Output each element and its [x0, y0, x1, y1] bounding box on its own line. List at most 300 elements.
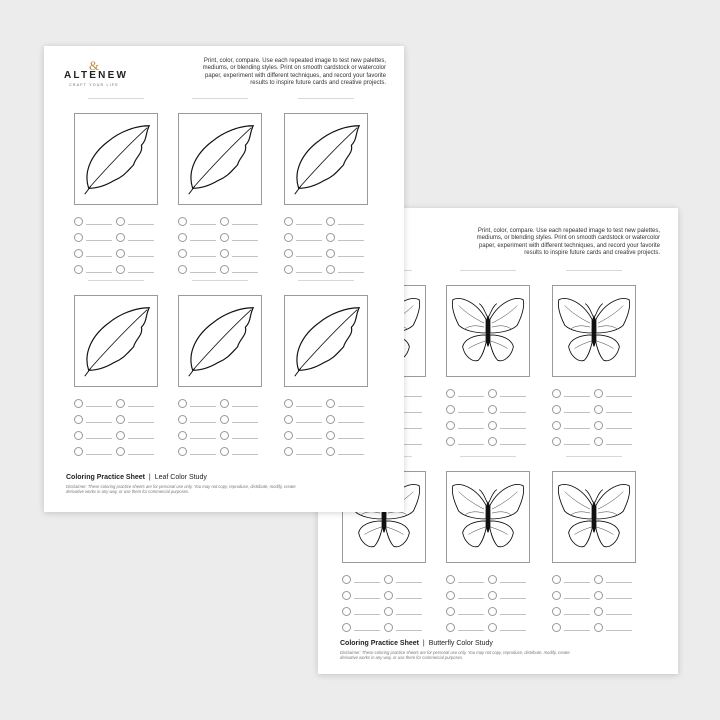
- sheet-title-sub: Leaf Color Study: [154, 474, 207, 481]
- svg-text:&: &: [88, 58, 100, 72]
- color-swatch: [326, 229, 368, 245]
- swatch-circle: [74, 431, 83, 440]
- butterfly-icon: [553, 286, 635, 376]
- color-swatch: [326, 427, 368, 443]
- swatch-line: [606, 396, 632, 397]
- swatch-line: [564, 630, 590, 631]
- swatch-row: [178, 395, 262, 411]
- color-swatch: [178, 395, 220, 411]
- swatch-line: [500, 428, 526, 429]
- swatch-circle: [446, 405, 455, 414]
- color-swatch: [384, 619, 426, 635]
- color-swatch: [488, 619, 530, 635]
- swatch-circle: [342, 591, 351, 600]
- swatch-circle: [178, 415, 187, 424]
- swatch-row: [446, 619, 530, 635]
- color-swatch: [326, 395, 368, 411]
- swatch-row: [284, 213, 368, 229]
- swatch-circle: [594, 421, 603, 430]
- swatch-circle: [178, 399, 187, 408]
- swatch-row: [342, 571, 426, 587]
- swatch-circle: [446, 623, 455, 632]
- color-swatch: [220, 395, 262, 411]
- color-swatch: [488, 417, 530, 433]
- instructions-text: Print, color, compare. Use each repeated image to test new palettes, mediums, or blending styles. Print on smooth cardstock or watercolor paper, experiment with different techniques, and record your favorite results to inspire future cards and creative projects.: [202, 58, 386, 87]
- swatch-circle: [446, 389, 455, 398]
- swatch-line: [86, 406, 112, 407]
- swatch-circle: [326, 265, 335, 274]
- swatch-circle: [488, 607, 497, 616]
- color-swatch: [220, 229, 262, 245]
- color-swatch: [74, 443, 116, 459]
- leaf-icon: [75, 296, 157, 386]
- swatch-circle: [74, 399, 83, 408]
- color-swatch: [342, 571, 384, 587]
- swatch-line: [500, 412, 526, 413]
- swatch-line: [190, 240, 216, 241]
- swatch-circle: [220, 249, 229, 258]
- swatch-line: [338, 406, 364, 407]
- leaf-frame: [74, 295, 158, 387]
- swatch-circle: [284, 217, 293, 226]
- swatch-line: [232, 224, 258, 225]
- swatch-line: [458, 598, 484, 599]
- color-swatch: [74, 395, 116, 411]
- swatch-line: [606, 428, 632, 429]
- swatch-row: [178, 245, 262, 261]
- swatch-circle: [220, 233, 229, 242]
- swatch-circle: [326, 233, 335, 242]
- color-swatch: [116, 213, 158, 229]
- swatch-circle: [326, 249, 335, 258]
- swatch-row: [446, 603, 530, 619]
- brand-tagline: CRAFT YOUR LIFE: [69, 83, 119, 87]
- swatch-line: [296, 406, 322, 407]
- swatch-line: [458, 630, 484, 631]
- swatch-row: [342, 603, 426, 619]
- swatch-row: [446, 433, 530, 449]
- color-swatch: [488, 603, 530, 619]
- disclaimer-text: Disclaimer: These coloring practice sheets are for personal use only. You may not copy, reproduce, distribute, modify, create derivative works in any way, or use them for commercial purposes.: [340, 650, 570, 661]
- color-swatch: [594, 401, 636, 417]
- swatch-line: [128, 240, 154, 241]
- swatch-line: [564, 582, 590, 583]
- swatch-circle: [284, 399, 293, 408]
- swatch-line: [86, 256, 112, 257]
- swatch-list: [74, 213, 158, 277]
- swatch-circle: [178, 447, 187, 456]
- leaf-icon: [179, 114, 261, 204]
- swatch-line: [500, 630, 526, 631]
- swatch-circle: [220, 217, 229, 226]
- color-swatch: [116, 395, 158, 411]
- color-swatch: [552, 385, 594, 401]
- swatch-circle: [552, 623, 561, 632]
- swatch-line: [296, 454, 322, 455]
- swatch-row: [74, 261, 158, 277]
- swatch-line: [128, 454, 154, 455]
- swatch-line: [190, 406, 216, 407]
- swatch-circle: [342, 575, 351, 584]
- swatch-line: [232, 422, 258, 423]
- butterfly-icon: [447, 472, 529, 562]
- swatch-row: [284, 443, 368, 459]
- practice-cell: [446, 270, 530, 449]
- practice-cell: [178, 98, 262, 277]
- swatch-list: [342, 571, 426, 635]
- swatch-line: [564, 614, 590, 615]
- practice-cell: [284, 280, 368, 459]
- swatch-circle: [178, 249, 187, 258]
- color-swatch: [552, 571, 594, 587]
- swatch-circle: [178, 431, 187, 440]
- swatch-circle: [74, 415, 83, 424]
- swatch-circle: [326, 431, 335, 440]
- swatch-list: [552, 385, 636, 449]
- swatch-line: [190, 224, 216, 225]
- swatch-line: [128, 224, 154, 225]
- color-swatch: [116, 427, 158, 443]
- swatch-line: [296, 272, 322, 273]
- color-swatch: [178, 213, 220, 229]
- swatch-circle: [488, 421, 497, 430]
- practice-cell: [446, 456, 530, 635]
- leaf-icon: [179, 296, 261, 386]
- swatch-circle: [342, 623, 351, 632]
- label-line: [460, 270, 516, 271]
- color-swatch: [594, 619, 636, 635]
- color-swatch: [384, 587, 426, 603]
- practice-cell: [74, 98, 158, 277]
- swatch-line: [500, 598, 526, 599]
- swatch-circle: [116, 447, 125, 456]
- swatch-line: [458, 582, 484, 583]
- swatch-circle: [552, 575, 561, 584]
- color-swatch: [116, 245, 158, 261]
- swatch-circle: [594, 575, 603, 584]
- swatch-line: [606, 444, 632, 445]
- swatch-circle: [326, 217, 335, 226]
- swatch-line: [296, 438, 322, 439]
- swatch-circle: [178, 265, 187, 274]
- swatch-line: [232, 438, 258, 439]
- color-swatch: [284, 213, 326, 229]
- swatch-circle: [326, 399, 335, 408]
- swatch-circle: [220, 399, 229, 408]
- swatch-line: [338, 272, 364, 273]
- swatch-line: [396, 582, 422, 583]
- color-swatch: [594, 385, 636, 401]
- color-swatch: [446, 385, 488, 401]
- swatch-row: [284, 245, 368, 261]
- color-swatch: [74, 229, 116, 245]
- swatch-list: [552, 571, 636, 635]
- swatch-line: [458, 412, 484, 413]
- swatch-line: [396, 630, 422, 631]
- swatch-row: [552, 571, 636, 587]
- color-swatch: [116, 411, 158, 427]
- color-swatch: [594, 417, 636, 433]
- color-swatch: [74, 213, 116, 229]
- swatch-row: [178, 229, 262, 245]
- color-swatch: [178, 245, 220, 261]
- swatch-circle: [178, 233, 187, 242]
- color-swatch: [178, 443, 220, 459]
- swatch-row: [446, 571, 530, 587]
- swatch-line: [190, 272, 216, 273]
- swatch-circle: [74, 233, 83, 242]
- swatch-line: [190, 438, 216, 439]
- swatch-circle: [552, 591, 561, 600]
- color-swatch: [326, 213, 368, 229]
- disclaimer-text: Disclaimer: These coloring practice sheets are for personal use only. You may not copy, reproduce, distribute, modify, create derivative works in any way, or use them for commercial purposes.: [66, 484, 296, 495]
- swatch-circle: [594, 389, 603, 398]
- label-line: [88, 98, 144, 99]
- label-line: [192, 280, 248, 281]
- swatch-line: [190, 454, 216, 455]
- altenew-logo: [64, 58, 129, 87]
- swatch-line: [606, 598, 632, 599]
- leaf-frame: [74, 113, 158, 205]
- butterfly-icon: [447, 286, 529, 376]
- swatch-line: [458, 396, 484, 397]
- swatch-row: [342, 619, 426, 635]
- swatch-row: [552, 603, 636, 619]
- swatch-circle: [116, 233, 125, 242]
- swatch-circle: [552, 607, 561, 616]
- swatch-row: [446, 401, 530, 417]
- swatch-circle: [74, 447, 83, 456]
- swatch-line: [128, 406, 154, 407]
- swatch-line: [606, 614, 632, 615]
- color-swatch: [552, 619, 594, 635]
- color-swatch: [178, 411, 220, 427]
- swatch-list: [446, 571, 530, 635]
- swatch-circle: [488, 591, 497, 600]
- color-swatch: [446, 433, 488, 449]
- color-swatch: [178, 261, 220, 277]
- color-swatch: [326, 411, 368, 427]
- butterfly-frame: [446, 285, 530, 377]
- swatch-circle: [284, 249, 293, 258]
- swatch-line: [86, 454, 112, 455]
- sheet-title-main: Coloring Practice Sheet: [340, 640, 419, 647]
- swatch-line: [128, 438, 154, 439]
- swatch-circle: [552, 421, 561, 430]
- swatch-line: [500, 444, 526, 445]
- leaf-practice-sheet: [44, 46, 404, 512]
- color-swatch: [446, 571, 488, 587]
- swatch-row: [74, 213, 158, 229]
- swatch-circle: [116, 217, 125, 226]
- swatch-row: [284, 229, 368, 245]
- color-swatch: [74, 411, 116, 427]
- swatch-circle: [384, 607, 393, 616]
- color-swatch: [74, 261, 116, 277]
- swatch-line: [128, 272, 154, 273]
- sheet-title: [340, 640, 493, 647]
- practice-cell: [552, 270, 636, 449]
- swatch-list: [178, 213, 262, 277]
- color-swatch: [446, 417, 488, 433]
- color-swatch: [178, 427, 220, 443]
- swatch-line: [232, 240, 258, 241]
- swatch-line: [564, 598, 590, 599]
- color-swatch: [284, 411, 326, 427]
- color-swatch: [116, 261, 158, 277]
- swatch-line: [86, 240, 112, 241]
- swatch-circle: [220, 265, 229, 274]
- swatch-line: [354, 582, 380, 583]
- swatch-line: [86, 224, 112, 225]
- butterfly-frame: [552, 285, 636, 377]
- swatch-row: [284, 395, 368, 411]
- swatch-line: [458, 428, 484, 429]
- practice-cell: [74, 280, 158, 459]
- swatch-line: [190, 422, 216, 423]
- color-swatch: [488, 587, 530, 603]
- color-swatch: [342, 587, 384, 603]
- swatch-circle: [116, 265, 125, 274]
- swatch-line: [500, 614, 526, 615]
- swatch-circle: [116, 415, 125, 424]
- color-swatch: [220, 213, 262, 229]
- swatch-line: [86, 438, 112, 439]
- swatch-circle: [594, 437, 603, 446]
- leaf-icon: [285, 296, 367, 386]
- swatch-row: [74, 395, 158, 411]
- swatch-row: [446, 587, 530, 603]
- color-swatch: [446, 587, 488, 603]
- swatch-row: [178, 443, 262, 459]
- swatch-list: [74, 395, 158, 459]
- swatch-circle: [446, 591, 455, 600]
- swatch-line: [128, 256, 154, 257]
- butterfly-icon: [553, 472, 635, 562]
- swatch-circle: [552, 437, 561, 446]
- butterfly-frame: [446, 471, 530, 563]
- swatch-line: [296, 240, 322, 241]
- swatch-row: [284, 261, 368, 277]
- swatch-circle: [326, 447, 335, 456]
- swatch-circle: [446, 575, 455, 584]
- swatch-line: [396, 598, 422, 599]
- leaf-frame: [178, 295, 262, 387]
- swatch-line: [458, 614, 484, 615]
- sheet-title-sub: Butterfly Color Study: [428, 640, 493, 647]
- color-swatch: [342, 619, 384, 635]
- swatch-line: [232, 454, 258, 455]
- color-swatch: [284, 427, 326, 443]
- swatch-circle: [220, 415, 229, 424]
- practice-cell: [178, 280, 262, 459]
- label-line: [192, 98, 248, 99]
- swatch-circle: [384, 575, 393, 584]
- color-swatch: [220, 261, 262, 277]
- swatch-circle: [446, 421, 455, 430]
- swatch-line: [354, 614, 380, 615]
- swatch-circle: [284, 265, 293, 274]
- swatch-circle: [284, 431, 293, 440]
- swatch-circle: [552, 389, 561, 398]
- swatch-row: [552, 417, 636, 433]
- swatch-circle: [488, 405, 497, 414]
- color-swatch: [594, 603, 636, 619]
- color-swatch: [552, 417, 594, 433]
- swatch-circle: [116, 399, 125, 408]
- swatch-line: [296, 256, 322, 257]
- swatch-row: [74, 443, 158, 459]
- label-line: [566, 456, 622, 457]
- swatch-circle: [326, 415, 335, 424]
- color-swatch: [446, 401, 488, 417]
- swatch-circle: [74, 249, 83, 258]
- swatch-line: [338, 256, 364, 257]
- color-swatch: [552, 587, 594, 603]
- swatch-row: [284, 427, 368, 443]
- color-swatch: [220, 427, 262, 443]
- swatch-circle: [594, 607, 603, 616]
- swatch-circle: [284, 447, 293, 456]
- swatch-row: [74, 229, 158, 245]
- color-swatch: [284, 443, 326, 459]
- color-swatch: [594, 587, 636, 603]
- leaf-frame: [284, 295, 368, 387]
- swatch-row: [178, 213, 262, 229]
- swatch-circle: [116, 431, 125, 440]
- color-swatch: [446, 619, 488, 635]
- color-swatch: [384, 571, 426, 587]
- practice-cell: [552, 456, 636, 635]
- swatch-row: [552, 385, 636, 401]
- label-line: [298, 98, 354, 99]
- color-swatch: [488, 433, 530, 449]
- swatch-line: [564, 412, 590, 413]
- color-swatch: [446, 603, 488, 619]
- swatch-line: [232, 406, 258, 407]
- label-line: [298, 280, 354, 281]
- swatch-line: [338, 224, 364, 225]
- swatch-row: [178, 427, 262, 443]
- color-swatch: [74, 427, 116, 443]
- swatch-line: [500, 582, 526, 583]
- swatch-circle: [220, 431, 229, 440]
- swatch-row: [552, 401, 636, 417]
- swatch-circle: [552, 405, 561, 414]
- color-swatch: [552, 433, 594, 449]
- color-swatch: [384, 603, 426, 619]
- swatch-line: [354, 630, 380, 631]
- swatch-list: [284, 395, 368, 459]
- swatch-line: [564, 444, 590, 445]
- leaf-frame: [284, 113, 368, 205]
- sheet-title-main: Coloring Practice Sheet: [66, 474, 145, 481]
- sheet-title-separator: |: [422, 640, 425, 647]
- color-swatch: [284, 245, 326, 261]
- color-swatch: [488, 571, 530, 587]
- swatch-line: [232, 272, 258, 273]
- label-line: [566, 270, 622, 271]
- swatch-line: [564, 396, 590, 397]
- swatch-circle: [446, 437, 455, 446]
- swatch-line: [458, 444, 484, 445]
- swatch-line: [86, 422, 112, 423]
- swatch-line: [338, 454, 364, 455]
- sheet-title: [66, 474, 207, 481]
- swatch-row: [74, 245, 158, 261]
- swatch-row: [552, 433, 636, 449]
- swatch-line: [128, 422, 154, 423]
